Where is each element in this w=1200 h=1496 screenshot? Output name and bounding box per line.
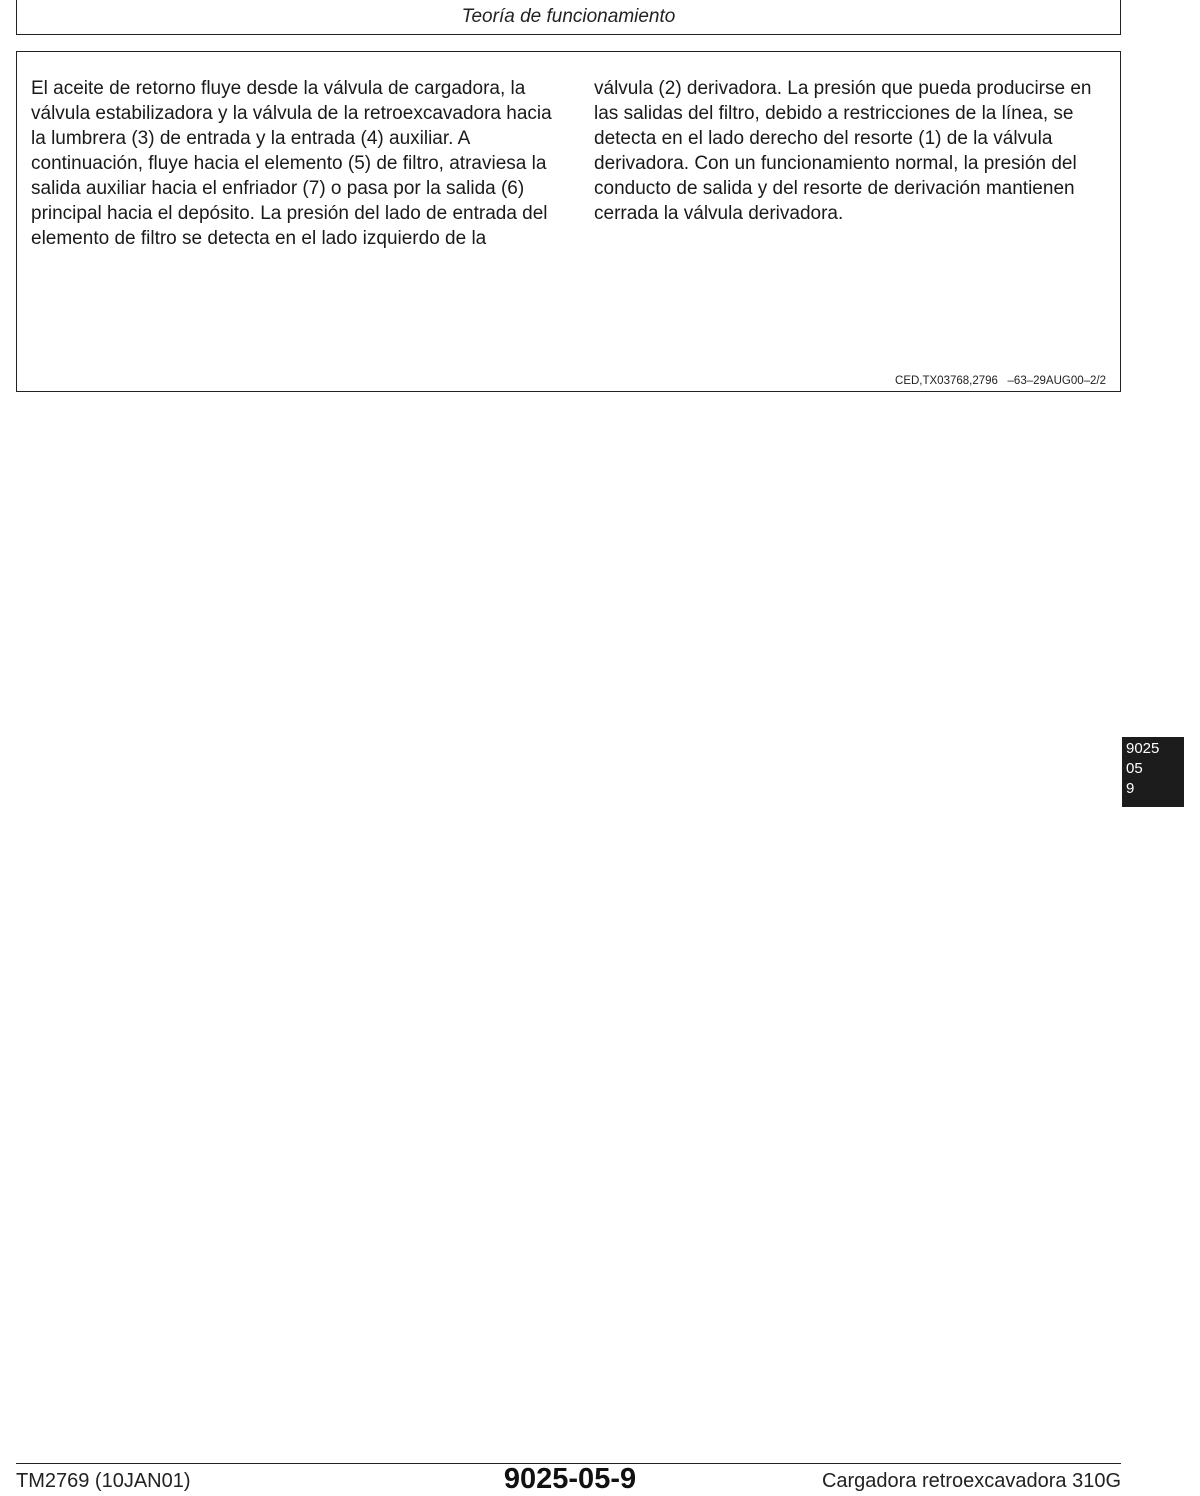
text-column-right: válvula (2) derivadora. La presión que pueda producirse en las salidas del filtro, debido a restricciones de la línea, se detecta en el lado derecho del resorte (1) de la válvula derivadora. Con un funcionamiento normal, la presión del conducto de salida y del resorte de derivación mantienen cerrada la válvula derivadora. (594, 78, 1092, 224)
content-box (16, 51, 1121, 392)
section-tab-line-2: 05 (1126, 760, 1143, 777)
page-number: 9025-05-9 (503, 1463, 637, 1495)
section-title: Teoría de funcionamiento (461, 6, 676, 27)
page-header (16, 0, 1121, 35)
reference-code: CED,TX03768,2796 –63–29AUG00–2/2 (895, 375, 1106, 387)
product-name: Cargadora retroexcavadora 310G (821, 1470, 1121, 1492)
section-tab-line-3: 9 (1126, 780, 1135, 797)
text-column-left: El aceite de retorno fluye desde la válvula de cargadora, la válvula estabilizadora y la válvula de la retroexcavadora hacia la lumbrera (3) de entrada y la entrada (4) auxiliar. A continuación, fluye hacia el elemento (5) de filtro, atraviesa la salida auxiliar hacia el enfriador (7) o pasa por la salida (6) principal hacia el depósito. La presión del lado de entrada del elemento de filtro se detecta en el lado izquierdo de la (31, 78, 552, 249)
section-tab (1122, 737, 1184, 807)
section-tab-line-1: 9025 (1126, 740, 1160, 757)
manual-code: TM2769 (10JAN01) (16, 1470, 191, 1492)
